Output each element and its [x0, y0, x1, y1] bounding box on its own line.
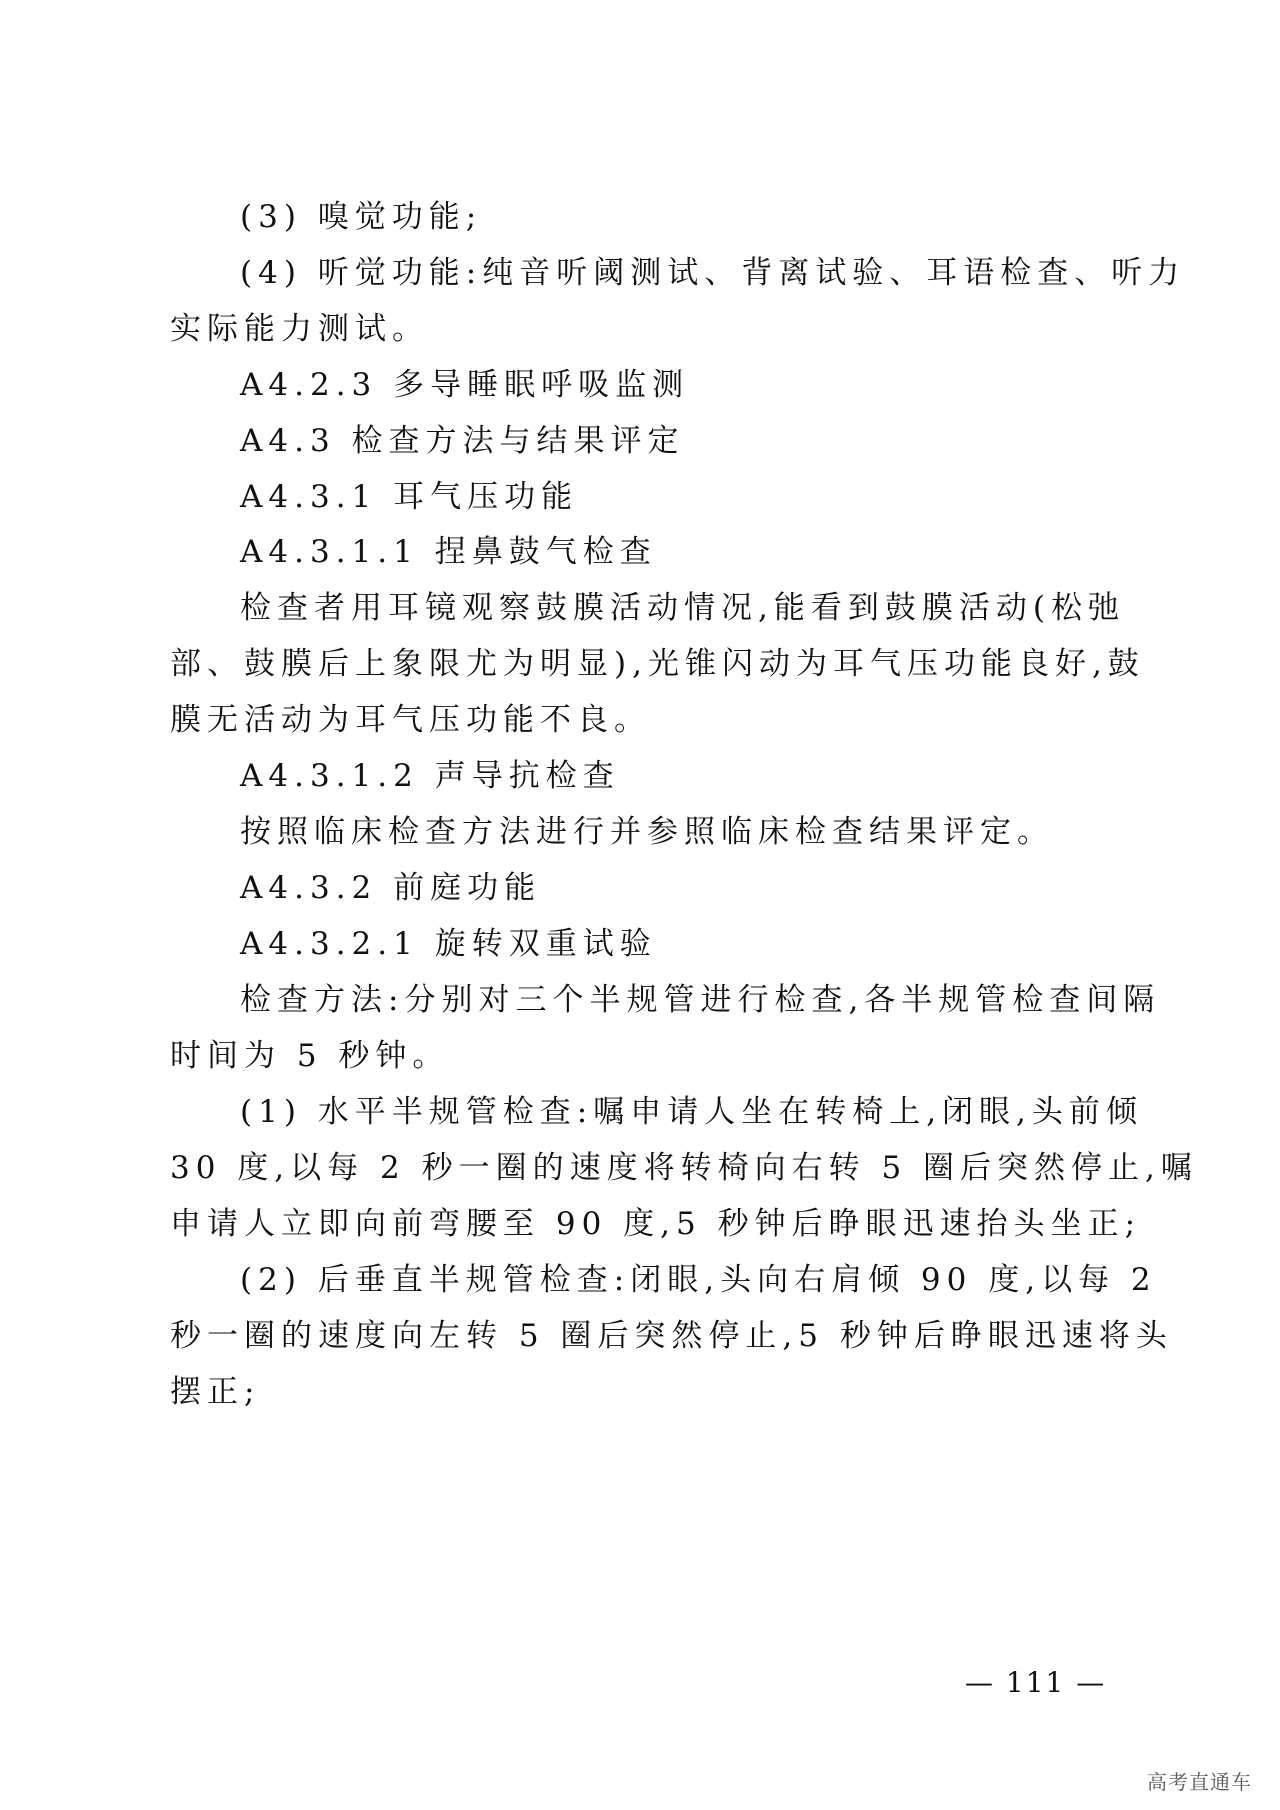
list-item-horizontal-canal-cont: 申请人立即向前弯腰至 90 度,5 秒钟后睁眼迅速抬头坐正;: [170, 1206, 1142, 1242]
section-heading-a4-3-1-2: A4.3.1.2 声导抗检查: [240, 758, 620, 794]
paragraph-line: 时间为 5 秒钟。: [170, 1038, 450, 1074]
section-heading-a4-2-3: A4.2.3 多导睡眠呼吸监测: [240, 367, 690, 403]
section-heading-a4-3-2-1: A4.3.2.1 旋转双重试验: [240, 926, 657, 962]
list-item-posterior-canal: (2) 后垂直半规管检查:闭眼,头向右肩倾 90 度,以每 2: [240, 1262, 1157, 1298]
section-heading-a4-3: A4.3 检查方法与结果评定: [240, 423, 685, 459]
list-item-posterior-canal-cont: 秒一圈的速度向左转 5 圈后突然停止,5 秒钟后睁眼迅速将头: [170, 1318, 1173, 1354]
paragraph-line: 部、鼓膜后上象限尤为明显),光锥闪动为耳气压功能良好,鼓: [170, 646, 1145, 682]
list-item-posterior-canal-cont: 摆正;: [170, 1374, 261, 1410]
list-item-olfactory: (3) 嗅觉功能;: [240, 199, 483, 235]
list-item-hearing: (4) 听觉功能:纯音听阈测试、背离试验、耳语检查、听力: [240, 255, 1186, 291]
section-heading-a4-3-1: A4.3.1 耳气压功能: [240, 479, 579, 515]
paragraph-line: 检查者用耳镜观察鼓膜活动情况,能看到鼓膜活动(松弛: [240, 590, 1125, 626]
paragraph-line: 检查方法:分别对三个半规管进行检查,各半规管检查间隔: [240, 982, 1161, 1018]
section-heading-a4-3-2: A4.3.2 前庭功能: [240, 870, 542, 906]
page-number: — 111 —: [965, 1666, 1107, 1699]
paragraph-line: 膜无活动为耳气压功能不良。: [170, 702, 651, 738]
watermark: 高考直通车: [1147, 1770, 1252, 1794]
section-heading-a4-3-1-1: A4.3.1.1 捏鼻鼓气检查: [240, 534, 657, 570]
list-item-horizontal-canal: (1) 水平半规管检查:嘱申请人坐在转椅上,闭眼,头前倾: [240, 1094, 1143, 1130]
paragraph-line: 按照临床检查方法进行并参照临床检查结果评定。: [240, 814, 1054, 850]
list-item-hearing-cont: 实际能力测试。: [170, 311, 429, 347]
list-item-horizontal-canal-cont: 30 度,以每 2 秒一圈的速度将转椅向右转 5 圈后突然停止,嘱: [170, 1150, 1198, 1186]
